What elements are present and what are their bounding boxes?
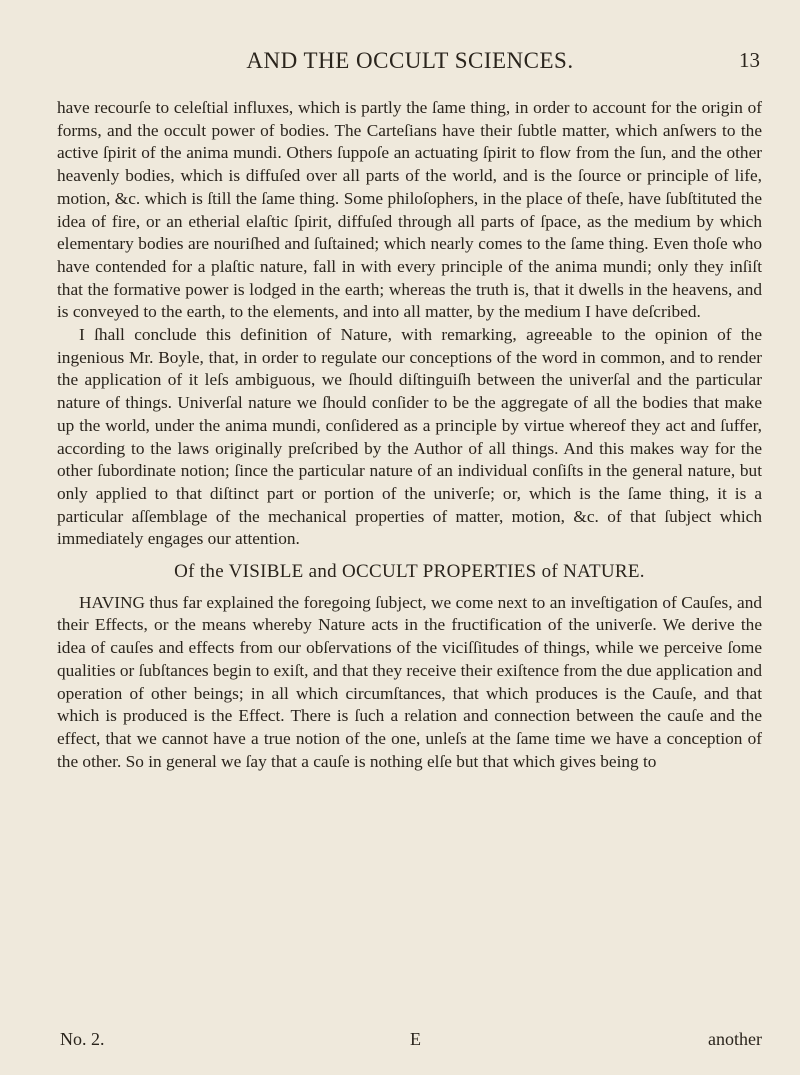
page-footer	[60, 1029, 762, 1055]
section-heading: Of the VISIBLE and OCCULT PROPERTIES of NATURE.	[174, 561, 645, 583]
page-number: 13	[739, 48, 760, 72]
paragraph: have recourſe to celeſtial influxes, which is partly the ſame thing, in order to account for the origin of forms, and the occult power of bodies. The Carteſians have their ſubtle matter, which anſwers to the active ſpirit of the anima mundi. Others ſuppoſe an actuating ſpirit to flow from the ſun, and the other heavenly bodies, which is diffuſed over all parts of the world, and is the ſource or principle of life, motion, &c. which is ſtill the ſame thing. Some philoſophers, in the place of theſe, have ſubſtituted the idea of fire, or an etherial elaſtic ſpirit, diffuſed through all parts of ſpace, as the medium by which elementary bodies are nouriſhed and ſuſtained; which nearly comes to the ſame thing. Even thoſe who have contended for a plaſtic nature, fall in with every principle of the anima mundi; only they inſiſt that the formative power is lodged in the earth; whereas the truth is, that it dwells in the heavens, and is conveyed to the earth, to the elements, and into all matter, by the medium I have deſcribed.	[57, 98, 762, 322]
paragraph: I ſhall conclude this definition of Nature, with remarking, agreeable to the opinion of the ingenious Mr. Boyle, that, in order to regulate our conceptions of the word in common, and to render the application of it leſs ambiguous, we ſhould diſtinguiſh between the univerſal and the particular nature of things. Univerſal nature we ſhould conſider to be the aggregate of all the bodies that make up the world, under the anima mundi, conſidered as a principle by virtue whereof they act and ſuffer, according to the laws originally preſcribed by the Author of all things. And this makes way for the other ſubordinate notion; ſince the particular nature of an individual conſiſts in the general nature, but only applied to that diſtinct part or portion of the univerſe; or, which is the ſame thing, it is a particular aſſemblage of the mechanical properties of matter, motion, &c. of that ſubject which immediately engages our attention.	[57, 325, 762, 549]
page-header	[60, 48, 760, 84]
running-title: AND THE OCCULT SCIENCES.	[246, 48, 574, 73]
signature-letter: E	[410, 1029, 421, 1049]
paragraph: HAVING thus far explained the foregoing ſubject, we come next to an inveſtigation of Cauſes, and their Effects, or the means whereby Nature acts in the fructification of the univerſe. We derive the idea of cauſes and effects from our obſervations of the viciſſitudes of things, while we perceive ſome qualities or ſubſtances begin to exiſt, and that they receive their exiſtence from the due application and operation of other beings; in all which circumſtances, that which produces is the Cauſe, and that which is produced is the Effect. There is ſuch a relation and connection between the cauſe and the effect, that we cannot have a true notion of the one, unleſs at the ſame time we have a conception of the other. So in general we ſay that a cauſe is nothing elſe but that which gives being to	[57, 592, 762, 771]
number-label: No. 2.	[60, 1029, 105, 1049]
body-text	[57, 97, 762, 773]
catchword: another	[708, 1029, 762, 1049]
